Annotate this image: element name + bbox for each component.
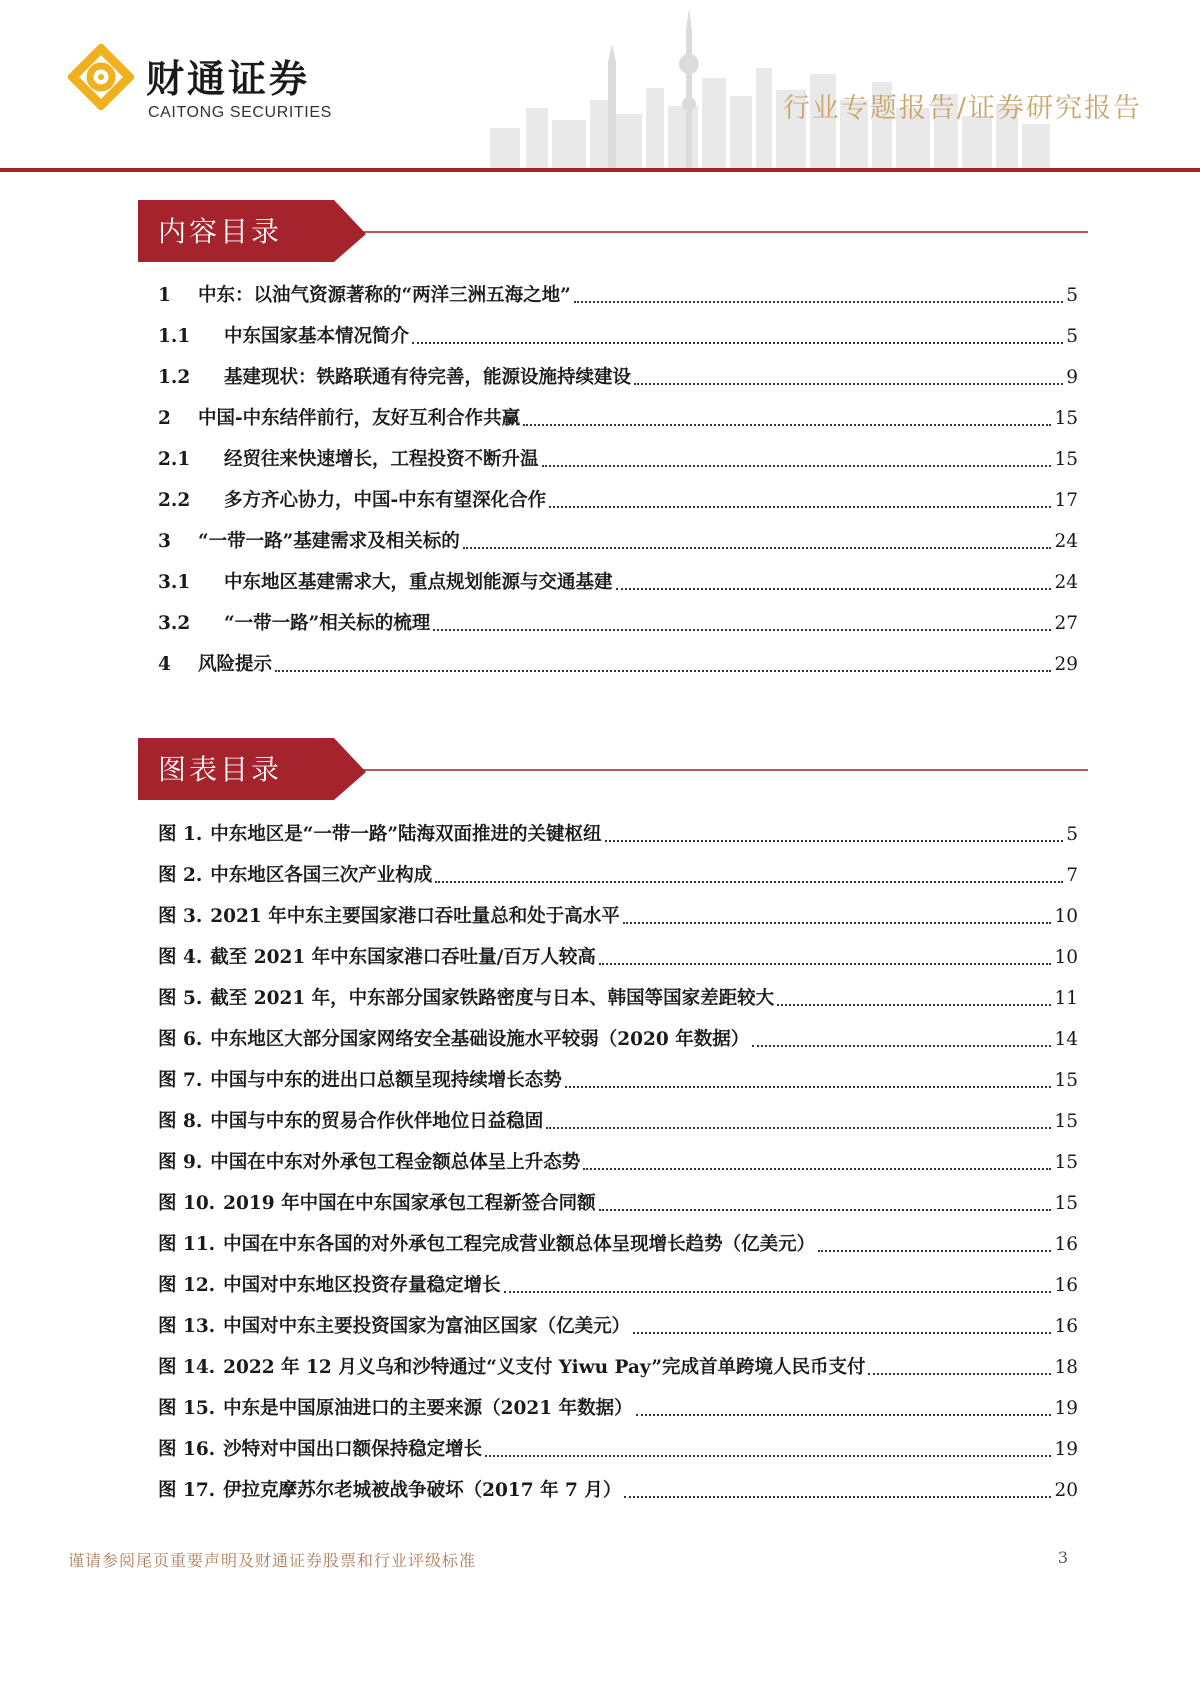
toc-item-page: 15 [1054, 449, 1078, 470]
figure-item[interactable] [158, 943, 1078, 973]
leader-dots [633, 1332, 1051, 1334]
toc-item-page: 29 [1054, 654, 1078, 675]
figure-item-number: 图 8. [158, 1111, 203, 1132]
toc-item[interactable] [158, 404, 1078, 434]
leader-dots [435, 881, 1063, 883]
caitong-logo-icon [68, 44, 134, 110]
leader-dots [583, 1168, 1051, 1170]
toc-item-number: 2.1 [158, 449, 191, 470]
leader-dots [546, 1127, 1051, 1129]
toc-item-number: 3.1 [158, 572, 191, 593]
figure-item-number: 图 13. [158, 1316, 216, 1337]
toc-item-title: 基建现状：铁路联通有待完善，能源设施持续建设 [224, 367, 632, 388]
figure-item-title: 截至 2021 年，中东部分国家铁路密度与日本、韩国等国家差距较大 [210, 988, 775, 1009]
figure-item-page: 15 [1054, 1070, 1078, 1091]
page-number: 3 [1057, 1548, 1068, 1567]
figure-item-title: 中东地区是“一带一路”陆海双面推进的关键枢纽 [210, 824, 602, 845]
figure-item-number: 图 1. [158, 824, 203, 845]
figure-item-page: 16 [1054, 1234, 1078, 1255]
leader-dots [868, 1373, 1051, 1375]
leader-dots [412, 342, 1063, 344]
toc-item-number: 1 [158, 285, 171, 306]
figure-item[interactable] [158, 1353, 1078, 1383]
figure-item-page: 7 [1066, 865, 1078, 886]
figure-item-title: 中国在中东各国的对外承包工程完成营业额总体呈现增长趋势（亿美元） [223, 1234, 816, 1255]
figure-item-number: 图 4. [158, 947, 203, 968]
toc-item[interactable] [158, 322, 1078, 352]
figure-item-title: 截至 2021 年中东国家港口吞吐量/百万人较高 [210, 947, 596, 968]
figure-item[interactable] [158, 1107, 1078, 1137]
figure-item-number: 图 17. [158, 1480, 216, 1501]
figure-item-number: 图 15. [158, 1398, 216, 1419]
figure-item-title: 中东是中国原油进口的主要来源（2021 年数据） [223, 1398, 633, 1419]
toc-item-page: 17 [1054, 490, 1078, 511]
header-divider [0, 168, 1200, 172]
figure-item-page: 15 [1054, 1111, 1078, 1132]
figure-item[interactable] [158, 820, 1078, 850]
leader-dots [616, 588, 1052, 590]
figure-item-title: 伊拉克摩苏尔老城被战争破坏（2017 年 7 月） [223, 1480, 622, 1501]
figure-item-number: 图 2. [158, 865, 203, 886]
figure-item-number: 图 6. [158, 1029, 203, 1050]
toc-item[interactable] [158, 486, 1078, 516]
figure-item-page: 15 [1054, 1152, 1078, 1173]
figure-item[interactable] [158, 1476, 1078, 1506]
figure-item-page: 19 [1054, 1439, 1078, 1460]
figure-item-number: 图 7. [158, 1070, 203, 1091]
figure-item[interactable] [158, 1271, 1078, 1301]
leader-dots [523, 424, 1051, 426]
contents-title: 内容目录 [158, 215, 283, 248]
toc-item-number: 1.2 [158, 367, 191, 388]
figure-item-title: 中国对中东地区投资存量稳定增长 [223, 1275, 501, 1296]
figure-item-number: 图 10. [158, 1193, 216, 1214]
toc-item-title: 多方齐心协力，中国-中东有望深化合作 [224, 490, 547, 511]
figure-item-title: 中国在中东对外承包工程金额总体呈上升态势 [210, 1152, 581, 1173]
toc-item-title: 中东地区基建需求大，重点规划能源与交通基建 [224, 572, 613, 593]
figure-item[interactable] [158, 1148, 1078, 1178]
toc-item[interactable] [158, 609, 1078, 639]
leader-dots [574, 301, 1063, 303]
figure-item-title: 2019 年中国在中东国家承包工程新签合同额 [223, 1193, 596, 1214]
figure-item-page: 10 [1054, 906, 1078, 927]
toc-item[interactable] [158, 527, 1078, 557]
figures-heading [138, 734, 1088, 804]
toc-item-number: 3.2 [158, 613, 191, 634]
toc-item-title: 中国-中东结伴前行，友好互利合作共赢 [198, 408, 521, 429]
leader-dots [634, 383, 1063, 385]
report-type-label: 行业专题报告/证券研究报告 [782, 93, 1142, 124]
logo-chinese-name: 财通证券 [146, 57, 311, 101]
figure-item-title: 中东地区各国三次产业构成 [210, 865, 433, 886]
toc-item-page: 9 [1066, 367, 1078, 388]
toc-item[interactable] [158, 445, 1078, 475]
figure-item-title: 沙特对中国出口额保持稳定增长 [223, 1439, 483, 1460]
toc-item-page: 24 [1054, 531, 1078, 552]
leader-dots [275, 670, 1051, 672]
figure-item[interactable] [158, 1435, 1078, 1465]
figure-item[interactable] [158, 1025, 1078, 1055]
figure-item-page: 16 [1054, 1316, 1078, 1337]
toc-item-number: 4 [158, 654, 171, 675]
figure-item-page: 5 [1066, 824, 1078, 845]
company-logo [68, 44, 348, 134]
toc-item-page: 27 [1054, 613, 1078, 634]
figure-item-title: 中国与中东的进出口总额呈现持续增长态势 [210, 1070, 562, 1091]
leader-dots [818, 1250, 1051, 1252]
toc-item-page: 24 [1054, 572, 1078, 593]
toc-item-number: 2.2 [158, 490, 191, 511]
leader-dots [605, 840, 1064, 842]
figure-item[interactable] [158, 1066, 1078, 1096]
figure-item[interactable] [158, 1394, 1078, 1424]
toc-item-page: 5 [1066, 285, 1078, 306]
toc-item-title: 中东：以油气资源著称的“两洋三洲五海之地” [198, 285, 571, 306]
toc-item[interactable] [158, 650, 1078, 680]
contents-heading [138, 196, 1088, 266]
leader-dots [623, 922, 1052, 924]
toc-item-number: 3 [158, 531, 171, 552]
toc-item-title: 风险提示 [198, 654, 273, 675]
figure-item-page: 14 [1054, 1029, 1078, 1050]
figure-item-page: 11 [1054, 988, 1078, 1009]
toc-item[interactable] [158, 363, 1078, 393]
toc-item-title: “一带一路”相关标的梳理 [224, 613, 431, 634]
figure-item-number: 图 3. [158, 906, 203, 927]
figure-item-number: 图 12. [158, 1275, 216, 1296]
figure-item[interactable] [158, 861, 1078, 891]
toc-item-page: 5 [1066, 326, 1078, 347]
leader-dots [485, 1455, 1051, 1457]
figure-item-page: 20 [1054, 1480, 1078, 1501]
figure-item[interactable] [158, 984, 1078, 1014]
figure-item-title: 中国与中东的贸易合作伙伴地位日益稳固 [210, 1111, 544, 1132]
figure-item[interactable] [158, 902, 1078, 932]
figure-item-title: 中国对中东主要投资国家为富油区国家（亿美元） [223, 1316, 631, 1337]
figure-item-title: 2021 年中东主要国家港口吞吐量总和处于高水平 [210, 906, 620, 927]
toc-item-title: “一带一路”基建需求及相关标的 [198, 531, 460, 552]
leader-dots [549, 506, 1051, 508]
figure-item[interactable] [158, 1230, 1078, 1260]
toc-item[interactable] [158, 281, 1078, 311]
footer-disclaimer: 谨请参阅尾页重要声明及财通证券股票和行业评级标准 [68, 1551, 477, 1570]
figure-item-page: 10 [1054, 947, 1078, 968]
page-header [0, 0, 1200, 172]
leader-dots [599, 1209, 1052, 1211]
figure-item[interactable] [158, 1312, 1078, 1342]
figure-item-number: 图 11. [158, 1234, 216, 1255]
figure-item-page: 18 [1054, 1357, 1078, 1378]
toc-item-title: 中东国家基本情况简介 [224, 326, 410, 347]
toc-item[interactable] [158, 568, 1078, 598]
toc-item-number: 2 [158, 408, 171, 429]
leader-dots [504, 1291, 1052, 1293]
leader-dots [624, 1496, 1051, 1498]
leader-dots [433, 629, 1051, 631]
figure-item-title: 中东地区大部分国家网络安全基础设施水平较弱（2020 年数据） [210, 1029, 750, 1050]
leader-dots [463, 547, 1052, 549]
figure-item-number: 图 5. [158, 988, 203, 1009]
figure-item-number: 图 14. [158, 1357, 216, 1378]
leader-dots [599, 963, 1052, 965]
leader-dots [752, 1045, 1051, 1047]
leader-dots [542, 465, 1052, 467]
logo-english-name: CAITONG SECURITIES [148, 104, 332, 121]
figure-item-number: 图 16. [158, 1439, 216, 1460]
toc-item-number: 1.1 [158, 326, 191, 347]
figure-item-page: 16 [1054, 1275, 1078, 1296]
figure-item-number: 图 9. [158, 1152, 203, 1173]
leader-dots [636, 1414, 1052, 1416]
leader-dots [777, 1004, 1051, 1006]
figure-item-page: 15 [1054, 1193, 1078, 1214]
toc-item-page: 15 [1054, 408, 1078, 429]
figure-item-title: 2022 年 12 月义乌和沙特通过“义支付 Yiwu Pay”完成首单跨境人民币支付 [223, 1357, 866, 1378]
figures-title: 图表目录 [158, 753, 283, 786]
toc-item-title: 经贸往来快速增长，工程投资不断升温 [224, 449, 539, 470]
leader-dots [565, 1086, 1052, 1088]
figure-item[interactable] [158, 1189, 1078, 1219]
figure-item-page: 19 [1054, 1398, 1078, 1419]
